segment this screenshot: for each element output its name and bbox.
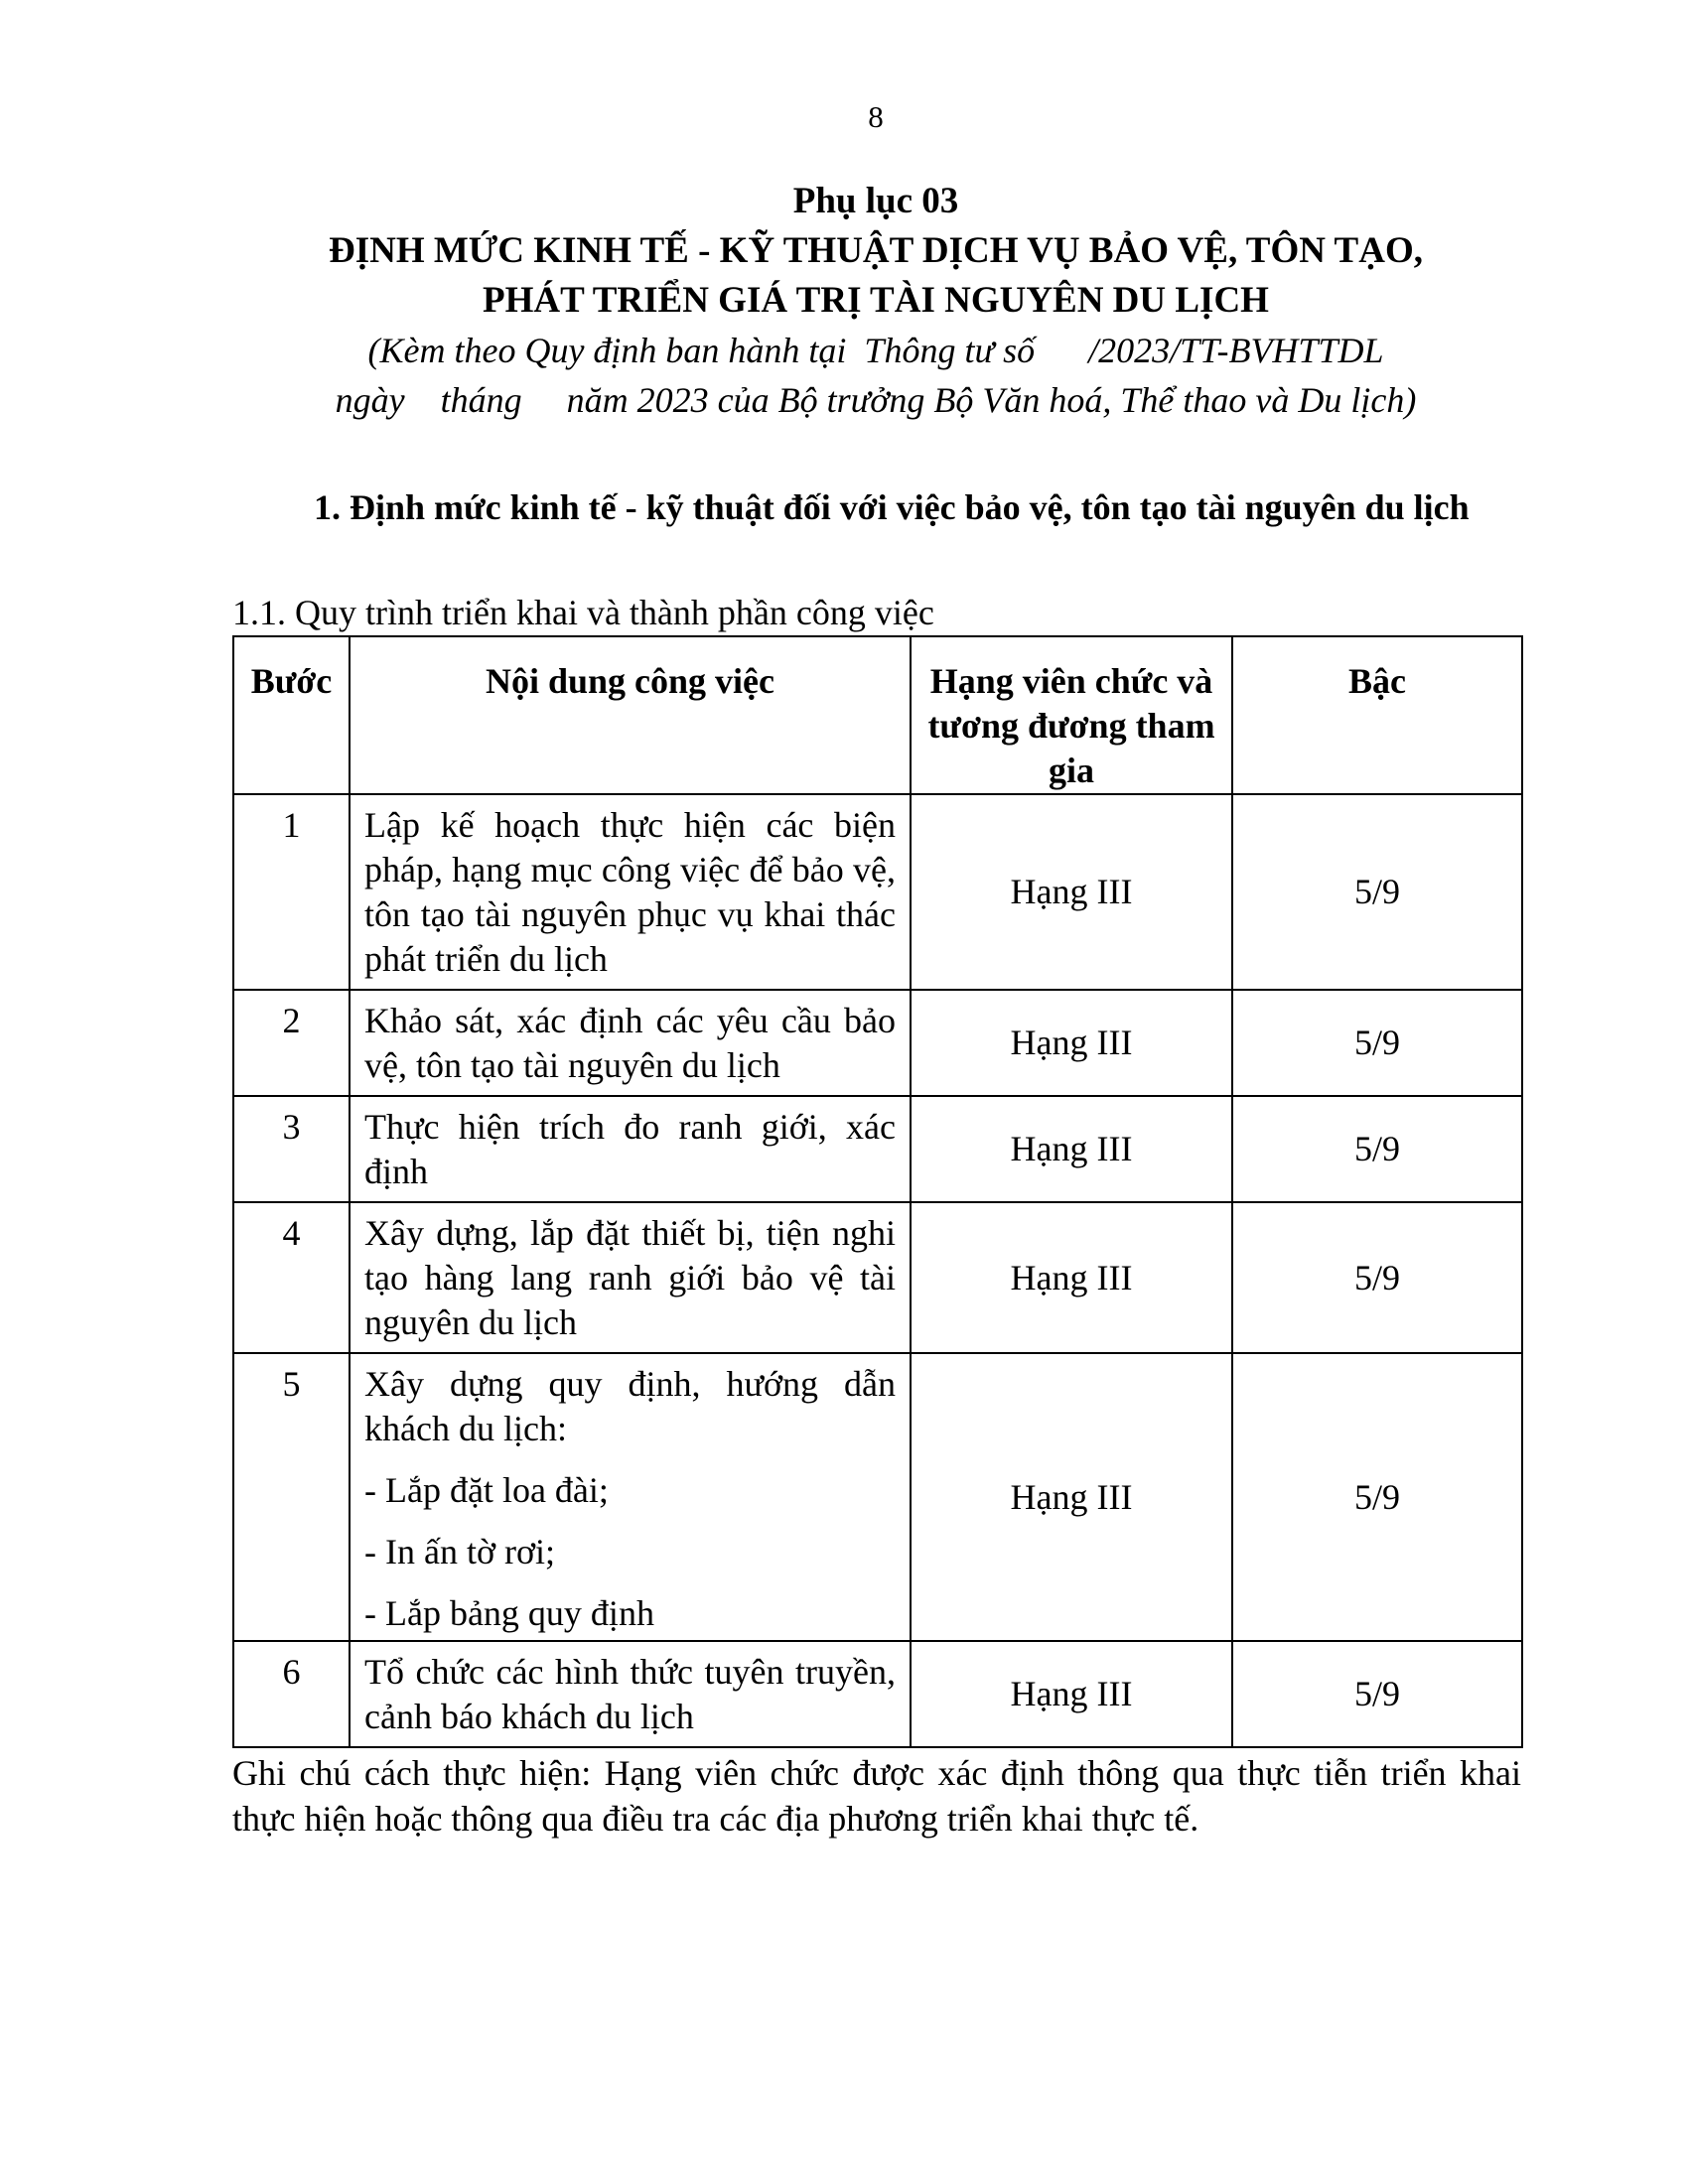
header-grade: Hạng viên chức và tương đương tham gia [911,636,1232,794]
cell-level: 5/9 [1232,1353,1522,1641]
implementation-note: Ghi chú cách thực hiện: Hạng viên chức được xác định thông qua thực tiễn triển khai thực hiện hoặc thông qua điều tra các địa phương triển khai thực tế. [232,1753,1521,1839]
document-title-line: ĐỊNH MỨC KINH TẾ - KỸ THUẬT DỊCH VỤ BẢO VỆ, TÔN TẠO, [329,230,1423,271]
cell-content: Khảo sát, xác định các yêu cầu bảo vệ, tôn tạo tài nguyên du lịch [350,990,911,1096]
cell-grade: Hạng III [911,794,1232,990]
cell-step: 1 [233,794,350,990]
subsection-heading: 1.1. Quy trình triển khai và thành phần công việc [232,593,934,632]
cell-content: Thực hiện trích đo ranh giới, xác định [350,1096,911,1202]
cell-content: Xây dựng, lắp đặt thiết bị, tiện nghi tạo hàng lang ranh giới bảo vệ tài nguyên du lịch [350,1202,911,1353]
table-row [233,794,1522,990]
cell-grade: Hạng III [911,1096,1232,1202]
cell-content: Tổ chức các hình thức tuyên truyền, cảnh báo khách du lịch [350,1641,911,1747]
table-row [233,1096,1522,1202]
section-heading: 1. Định mức kinh tế - kỹ thuật đối với việc bảo vệ, tôn tạo tài nguyên du lịch [314,487,1470,527]
cell-grade: Hạng III [911,990,1232,1096]
table-row [233,1641,1522,1747]
list-item: - Lắp bảng quy định [364,1593,654,1633]
header-level: Bậc [1232,636,1522,794]
workflow-table [232,635,1523,1748]
cell-step: 4 [233,1202,350,1353]
cell-step: 5 [233,1353,350,1641]
cell-level: 5/9 [1232,1202,1522,1353]
list-item: - In ấn tờ rơi; [364,1532,556,1571]
table-row [233,990,1522,1096]
document-title-line: PHÁT TRIỂN GIÁ TRỊ TÀI NGUYÊN DU LỊCH [483,280,1269,321]
cell-grade: Hạng III [911,1641,1232,1747]
cell-grade: Hạng III [911,1202,1232,1353]
cell-content [350,1353,911,1641]
list-item: - Lắp đặt loa đài; [364,1470,609,1510]
cell-level: 5/9 [1232,1641,1522,1747]
cell-level: 5/9 [1232,990,1522,1096]
cell-step: 3 [233,1096,350,1202]
document-subtitle-line: (Kèm theo Quy định ban hành tại Thông tư số /2023/TT-BVHTTDL [367,331,1384,370]
cell-grade: Hạng III [911,1353,1232,1641]
cell-step: 6 [233,1641,350,1747]
header-step: Bước [233,636,350,794]
document-header [230,177,1521,425]
header-content: Nội dung công việc [350,636,911,794]
cell-level: 5/9 [1232,794,1522,990]
document-subtitle-line: ngày tháng năm 2023 của Bộ trưởng Bộ Văn hoá, Thể thao và Du lịch) [335,380,1417,420]
cell-step: 2 [233,990,350,1096]
cell-content: Lập kế hoạch thực hiện các biện pháp, hạng mục công việc để bảo vệ, tôn tạo tài nguyên phục vụ khai thác phát triển du lịch [350,794,911,990]
cell-level: 5/9 [1232,1096,1522,1202]
table-row [233,1202,1522,1353]
table-row [233,1353,1522,1641]
appendix-label: Phụ lục 03 [792,181,959,221]
cell-content-text: Xây dựng quy định, hướng dẫn khách du lịch: [364,1364,896,1448]
page-number: 8 [868,99,884,134]
table-header-row [233,636,1522,794]
